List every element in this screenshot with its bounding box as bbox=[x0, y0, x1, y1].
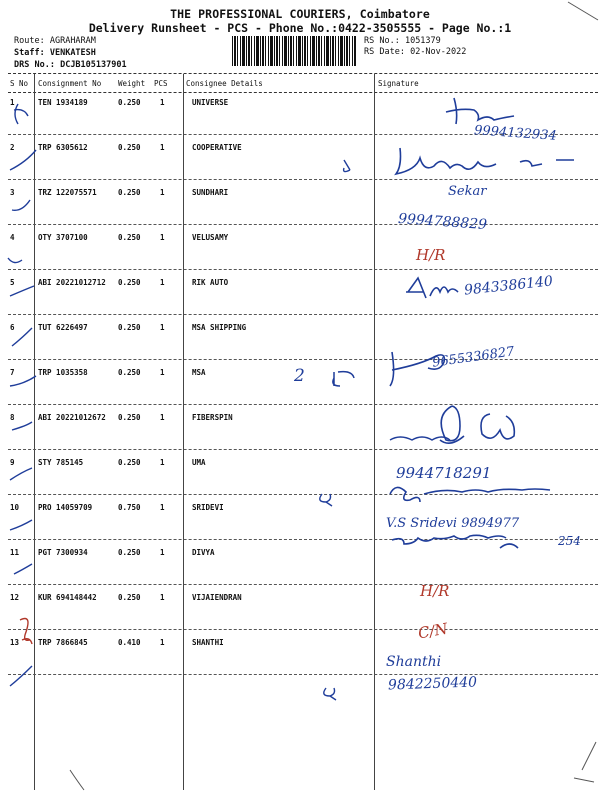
drs-label: DRS No.: bbox=[14, 60, 55, 70]
col-sno: S No bbox=[10, 79, 29, 88]
row-weight: 0.250 bbox=[118, 368, 141, 377]
col-pcs: PCS bbox=[154, 79, 168, 88]
row-pcs: 1 bbox=[160, 368, 165, 377]
rs-date-label: RS Date: bbox=[364, 47, 405, 57]
col-weight: Weight bbox=[118, 79, 146, 88]
row-consignment: TEN 1934189 bbox=[38, 98, 88, 107]
row-weight: 0.250 bbox=[118, 278, 141, 287]
staff-value: VENKATESH bbox=[49, 48, 96, 58]
handwritten-extension: 254 bbox=[558, 534, 581, 548]
row-weight: 0.250 bbox=[118, 188, 141, 197]
row-consignee: MSA bbox=[192, 368, 206, 377]
row-consignee: DIVYA bbox=[192, 548, 215, 557]
row-consignee: COOPERATIVE bbox=[192, 143, 242, 152]
row-pcs: 1 bbox=[160, 458, 165, 467]
row-consignee: SUNDHARI bbox=[192, 188, 229, 197]
row-sno: 1 bbox=[10, 98, 15, 107]
row-consignment: STY 785145 bbox=[38, 458, 84, 467]
row-consignment: TRP 1035358 bbox=[38, 368, 88, 377]
row-sno: 6 bbox=[10, 323, 15, 332]
row-sno: 3 bbox=[10, 188, 15, 197]
row-sno: 5 bbox=[10, 278, 15, 287]
row-pcs: 1 bbox=[160, 548, 165, 557]
row-consignment: TRP 7866845 bbox=[38, 638, 88, 647]
row-pcs: 1 bbox=[160, 503, 165, 512]
row-sno: 11 bbox=[10, 548, 20, 557]
row-weight: 0.250 bbox=[118, 143, 141, 152]
drs-value: DCJB105137901 bbox=[60, 60, 127, 70]
route-label: Route: bbox=[14, 36, 45, 46]
row-consignee: SRIDEVI bbox=[192, 503, 224, 512]
handwritten-phone: 9994132934 bbox=[473, 123, 558, 144]
row-consignment: KUR 694148442 bbox=[38, 593, 97, 602]
row-pcs: 1 bbox=[160, 278, 165, 287]
row-consignment: ABI 20221012672 bbox=[38, 413, 106, 422]
row-weight: 0.250 bbox=[118, 458, 141, 467]
handwritten-phone: 9655336827 bbox=[431, 344, 516, 371]
handwritten-cn-mark: C/N bbox=[416, 619, 449, 643]
rs-no-label: RS No.: bbox=[364, 36, 400, 46]
row-consignment: TUT 6226497 bbox=[38, 323, 88, 332]
document-title: THE PROFESSIONAL COURIERS, Coimbatore bbox=[170, 7, 430, 21]
row-pcs: 1 bbox=[160, 233, 165, 242]
row-consignment: TRZ 122075571 bbox=[38, 188, 97, 197]
staff-label: Staff: bbox=[14, 48, 45, 58]
row-pcs: 1 bbox=[160, 593, 165, 602]
handwritten-hr-mark: H/R bbox=[416, 246, 446, 264]
col-signature: Signature bbox=[378, 79, 419, 88]
row-sno: 2 bbox=[10, 143, 15, 152]
rs-date-value: 02-Nov-2022 bbox=[410, 47, 467, 57]
handwritten-count: 2 bbox=[294, 366, 305, 386]
handwritten-phone: 9994788829 bbox=[397, 210, 488, 234]
row-pcs: 1 bbox=[160, 413, 165, 422]
row-pcs: 1 bbox=[160, 143, 165, 152]
row-pcs: 1 bbox=[160, 188, 165, 197]
handwritten-phone: 9843386140 bbox=[463, 273, 554, 299]
row-weight: 0.250 bbox=[118, 233, 141, 242]
col-consignee: Consignee Details bbox=[186, 79, 263, 88]
row-consignment: PRO 14059709 bbox=[38, 503, 93, 512]
row-sno: 4 bbox=[10, 233, 15, 242]
row-consignee: RIK AUTO bbox=[192, 278, 229, 287]
row-consignee: UNIVERSE bbox=[192, 98, 229, 107]
handwritten-name-phone: V.S Sridevi 9894977 bbox=[386, 516, 520, 531]
handwritten-phone: 9944718291 bbox=[396, 464, 492, 482]
row-pcs: 1 bbox=[160, 323, 165, 332]
row-consignment: OTY 3707100 bbox=[38, 233, 88, 242]
row-weight: 0.250 bbox=[118, 413, 141, 422]
row-sno: 9 bbox=[10, 458, 15, 467]
handwritten-hr-mark: H/R bbox=[420, 582, 450, 600]
row-consignment: PGT 7300934 bbox=[38, 548, 88, 557]
route-value: AGRAHARAM bbox=[49, 36, 96, 46]
row-weight: 0.410 bbox=[118, 638, 141, 647]
row-consignee: SHANTHI bbox=[192, 638, 224, 647]
row-consignee: VIJAIENDRAN bbox=[192, 593, 242, 602]
handwritten-phone: 9842250440 bbox=[387, 674, 478, 694]
row-weight: 0.250 bbox=[118, 548, 141, 557]
row-consignee: MSA SHIPPING bbox=[192, 323, 247, 332]
row-weight: 0.250 bbox=[118, 593, 141, 602]
col-consignment: Consignment No bbox=[38, 79, 102, 88]
row-sno: 8 bbox=[10, 413, 15, 422]
row-consignee: VELUSAMY bbox=[192, 233, 229, 242]
row-consignment: TRP 6305612 bbox=[38, 143, 88, 152]
handwritten-name: Shanthi bbox=[386, 654, 442, 670]
rs-no-value: 1051379 bbox=[404, 36, 441, 46]
row-consignment: ABI 20221012712 bbox=[38, 278, 106, 287]
row-weight: 0.250 bbox=[118, 323, 141, 332]
row-weight: 0.750 bbox=[118, 503, 141, 512]
row-consignee: UMA bbox=[192, 458, 206, 467]
row-pcs: 1 bbox=[160, 98, 165, 107]
row-sno: 10 bbox=[10, 503, 20, 512]
row-sno: 13 bbox=[10, 638, 20, 647]
row-weight: 0.250 bbox=[118, 98, 141, 107]
row-sno: 12 bbox=[10, 593, 20, 602]
handwritten-name: Sekar bbox=[448, 184, 487, 199]
row-sno: 7 bbox=[10, 368, 15, 377]
document-subtitle: Delivery Runsheet - PCS - Phone No.:0422-3505555 - Page No.:1 bbox=[88, 21, 512, 35]
row-consignee: FIBERSPIN bbox=[192, 413, 233, 422]
row-pcs: 1 bbox=[160, 638, 165, 647]
